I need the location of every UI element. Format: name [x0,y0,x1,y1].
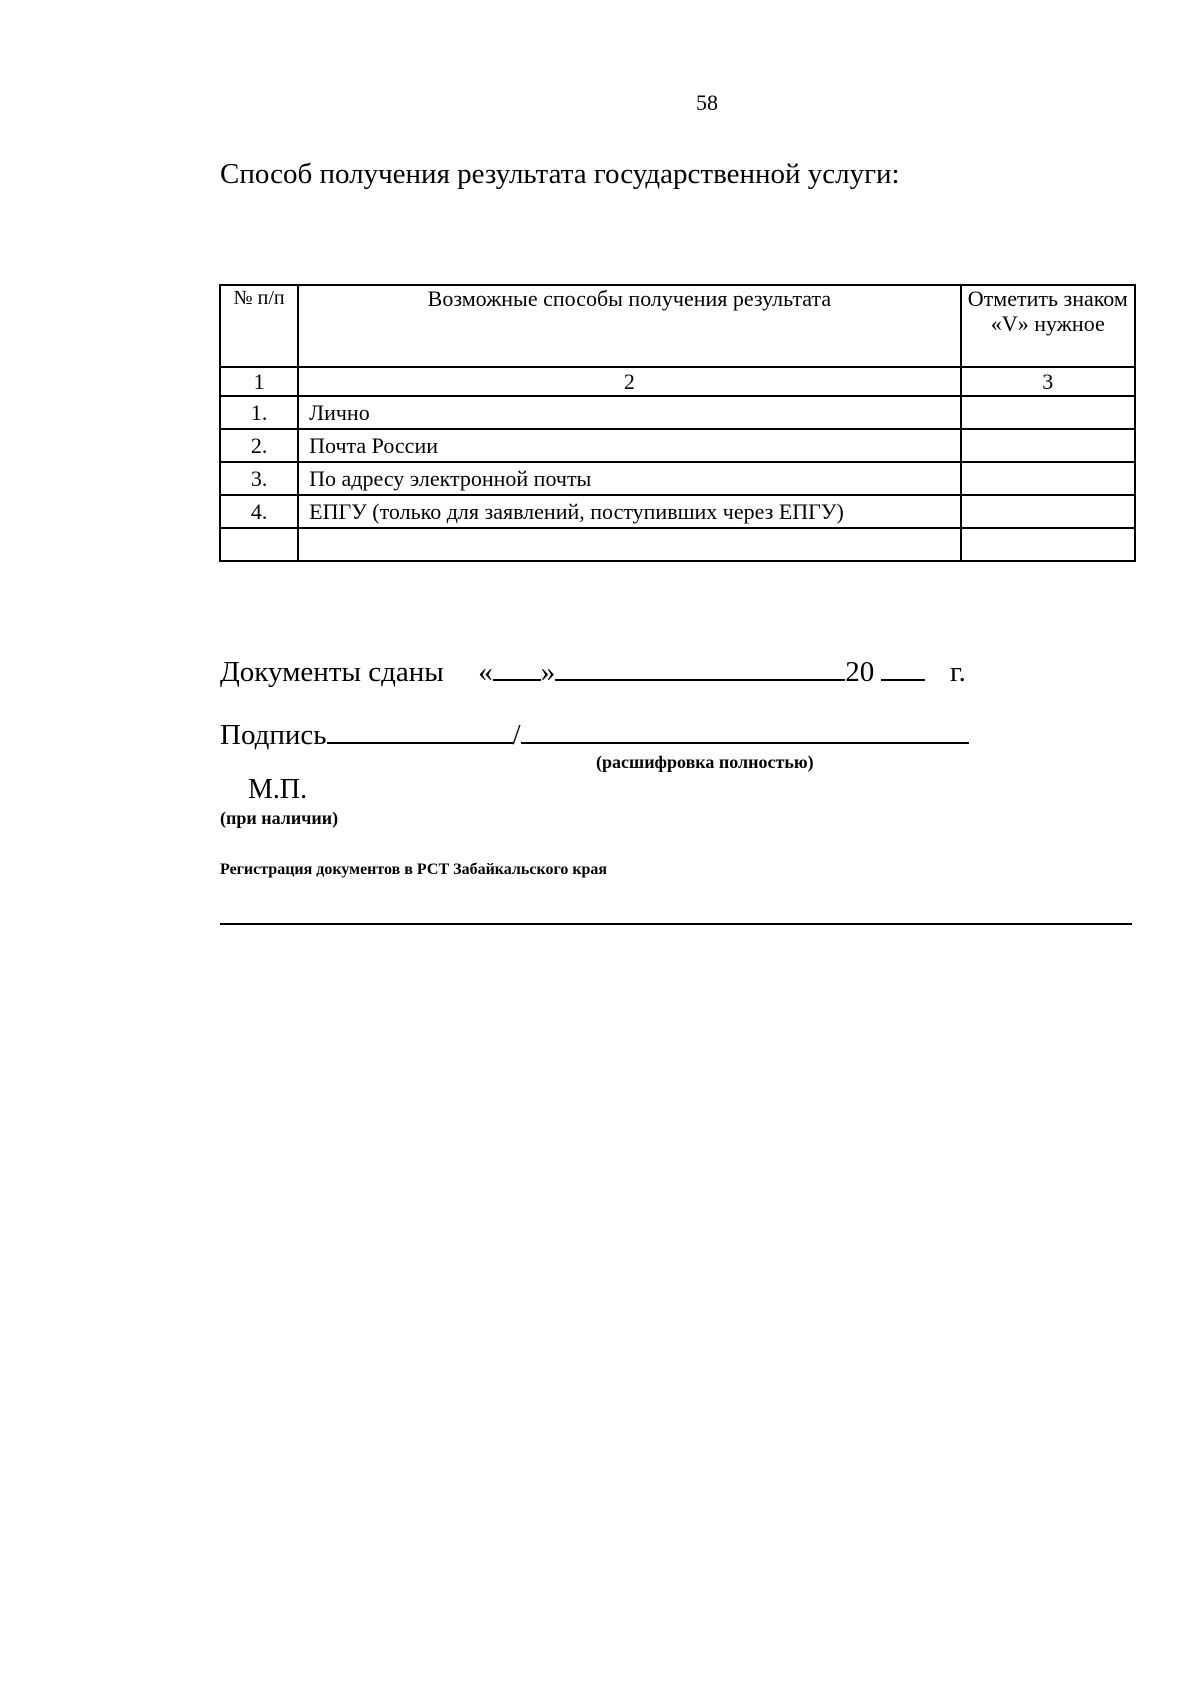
decode-caption: (расшифровка полностью) [596,752,814,772]
table-header-row [220,285,1135,367]
header-mark: Отметить знаком «V» нужное [961,285,1135,367]
empty-cell[interactable] [298,528,960,561]
row-method: ЕПГУ (только для заявлений, поступивших через ЕПГУ) [298,495,960,528]
row-mark-cell[interactable] [961,495,1135,528]
day-blank[interactable] [493,655,541,681]
signature-decode-blank[interactable] [521,718,969,744]
row-number: 3. [220,462,298,495]
section-title: Способ получения результата государственной услуги: [220,158,900,190]
row-number: 1. [220,396,298,429]
signature-label: Подпись [220,719,327,751]
empty-cell [220,528,298,561]
header-number: № п/п [220,285,298,367]
table-empty-row [220,528,1135,561]
page-number: 58 [696,90,718,115]
index-cell: 1 [220,367,298,396]
row-mark-cell[interactable] [961,429,1135,462]
stamp-label: М.П. [248,774,308,805]
open-quote: « [478,656,493,688]
signature-slash: / [512,719,521,751]
close-quote: » [540,656,556,688]
signature-line [220,718,969,752]
table-row [220,396,1135,429]
row-method: Лично [298,396,960,429]
empty-cell[interactable] [961,528,1135,561]
row-method: Почта России [298,429,960,462]
row-mark-cell[interactable] [961,396,1135,429]
docs-submitted-line [220,655,966,689]
stamp-note: (при наличии) [220,808,339,828]
signature-blank[interactable] [327,718,513,744]
month-blank[interactable] [555,655,845,681]
index-cell: 2 [298,367,960,396]
header-method: Возможные способы получения результата [298,285,960,367]
docs-submitted-label: Документы сданы [220,656,444,688]
registration-line[interactable] [220,923,1132,925]
table-row [220,462,1135,495]
registration-label: Регистрация документов в РСТ Забайкальского края [220,861,608,878]
row-number: 4. [220,495,298,528]
year-blank[interactable] [881,655,925,681]
row-method: По адресу электронной почты [298,462,960,495]
table-index-row [220,367,1135,396]
index-cell: 3 [961,367,1135,396]
table-row [220,429,1135,462]
year-suffix: г. [949,656,966,688]
row-mark-cell[interactable] [961,462,1135,495]
table-row [220,495,1135,528]
year-prefix: 20 [845,656,875,688]
result-methods-table [219,284,1136,562]
row-number: 2. [220,429,298,462]
